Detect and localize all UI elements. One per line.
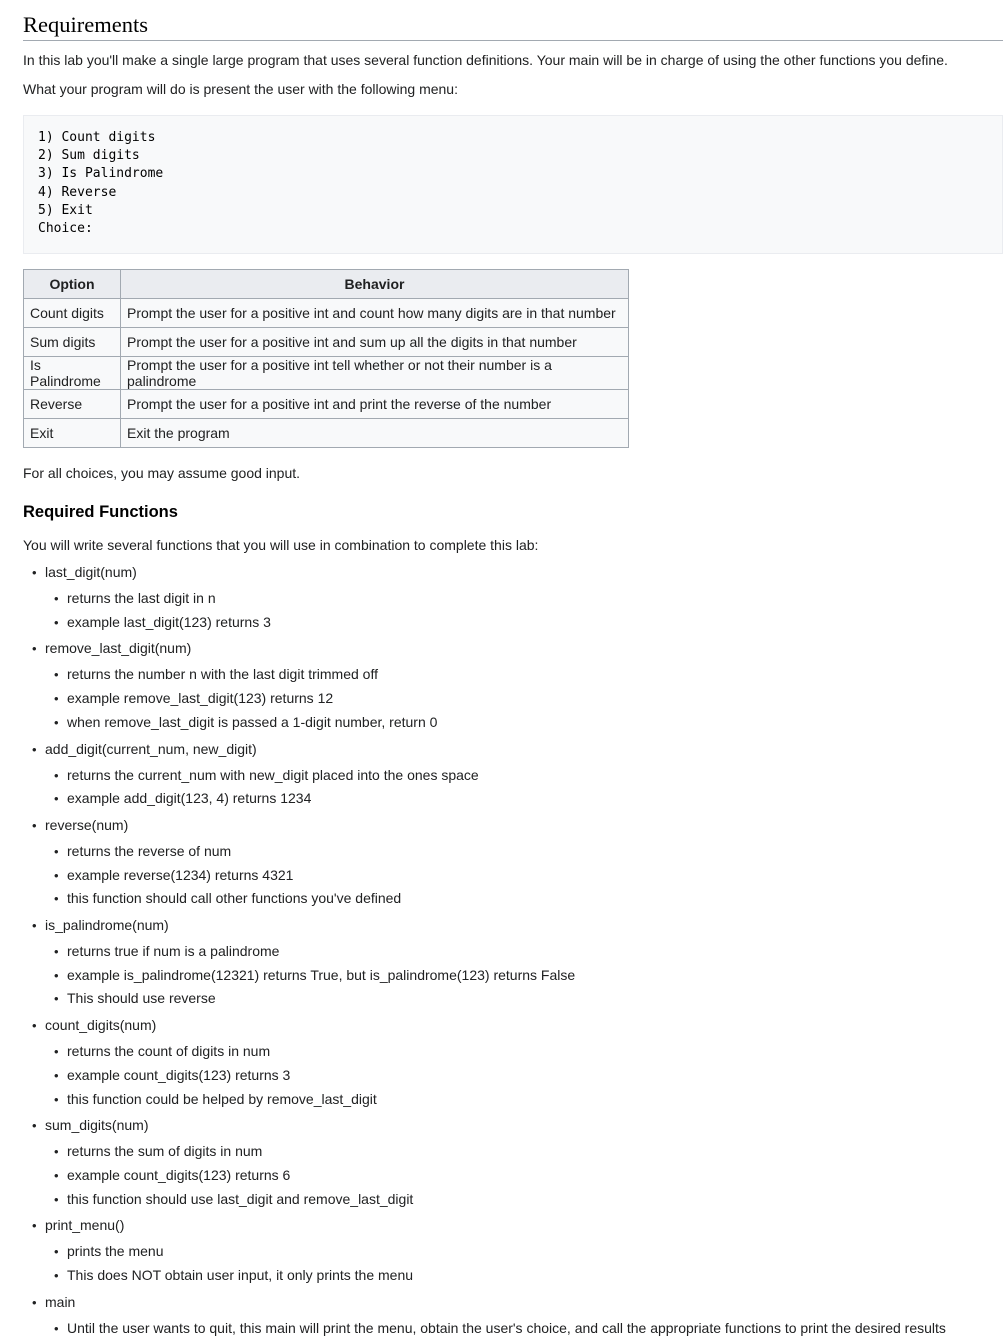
function-detail-item [54, 1240, 1003, 1264]
bullet-icon: • [54, 1191, 59, 1207]
function-detail-item [54, 1188, 1003, 1212]
function-detail-text: this function should use last_digit and remove_last_digit [67, 1190, 414, 1207]
function-detail-text: prints the menu [67, 1243, 164, 1260]
function-detail-item [54, 1088, 1003, 1112]
menu-code-block: 1) Count digits 2) Sum digits 3) Is Palindrome 4) Reverse 5) Exit Choice: [23, 115, 1003, 254]
behavior-cell: Exit the program [121, 419, 629, 448]
function-name: reverse(num) [45, 816, 129, 833]
bullet-icon: • [32, 817, 37, 833]
function-name: add_digit(current_num, new_digit) [45, 740, 257, 757]
table-row [24, 357, 629, 390]
function-detail-item [54, 1040, 1003, 1064]
menu-intro-paragraph: What your program will do is present the user with the following menu: [23, 81, 458, 97]
function-detail-item [54, 1317, 1003, 1341]
function-detail-item [54, 1164, 1003, 1188]
function-detail-item [54, 587, 1003, 611]
function-detail-text: returns the current_num with new_digit placed into the ones space [67, 766, 479, 783]
function-detail-item [54, 611, 1003, 635]
function-detail-item [54, 964, 1003, 988]
table-row [24, 328, 629, 357]
column-header-option: Option [24, 270, 121, 299]
function-detail-item [54, 764, 1003, 788]
function-detail-text: returns the sum of digits in num [67, 1143, 263, 1160]
function-name: remove_last_digit(num) [45, 640, 192, 657]
option-cell: Reverse [24, 390, 121, 419]
bullet-icon: • [32, 641, 37, 657]
table-row [24, 299, 629, 328]
bullet-icon: • [54, 991, 59, 1007]
bullet-icon: • [32, 1294, 37, 1310]
bullet-icon: • [54, 691, 59, 707]
function-details-list [45, 587, 1003, 634]
function-detail-text: returns the last digit in n [67, 590, 216, 606]
function-detail-text: returns the number n with the last digit trimmed off [67, 666, 378, 683]
table-row [24, 419, 629, 448]
bullet-icon: • [54, 1268, 59, 1284]
required-functions-heading: Required Functions [23, 503, 178, 521]
function-name: sum_digits(num) [45, 1117, 149, 1134]
bullet-icon: • [32, 1118, 37, 1134]
function-detail-item [54, 940, 1003, 964]
bullet-icon: • [32, 741, 37, 757]
function-name: count_digits(num) [45, 1017, 157, 1034]
bullet-icon: • [54, 1167, 59, 1183]
bullet-icon: • [32, 918, 37, 934]
function-detail-item [54, 663, 1003, 687]
function-detail-text: This does NOT obtain user input, it only prints the menu [67, 1267, 414, 1284]
function-list-item [32, 1214, 1003, 1287]
function-detail-text: when remove_last_digit is passed a 1-digit number, return 0 [67, 713, 438, 730]
bullet-icon: • [54, 667, 59, 683]
function-detail-item [54, 787, 1003, 811]
option-cell: Sum digits [24, 328, 121, 357]
function-list-item [32, 1291, 1003, 1341]
behavior-cell: Prompt the user for a positive int and count how many digits are in that number [121, 299, 629, 328]
function-detail-item [54, 864, 1003, 888]
option-cell: Count digits [24, 299, 121, 328]
bullet-icon: • [54, 1320, 59, 1336]
bullet-icon: • [54, 944, 59, 960]
function-detail-item [54, 711, 1003, 735]
function-name: is_palindrome(num) [45, 917, 169, 934]
function-details-list [45, 663, 1003, 734]
function-detail-item [54, 1264, 1003, 1288]
function-list-item [32, 1014, 1003, 1111]
table-header-row [24, 270, 629, 299]
bullet-icon: • [54, 1144, 59, 1160]
section-title: Requirements [23, 0, 1003, 41]
function-details-list [45, 1140, 1003, 1211]
bullet-icon: • [54, 843, 59, 859]
options-table [23, 269, 629, 448]
bullet-icon: • [54, 891, 59, 907]
function-detail-text: example is_palindrome(12321) returns True, but is_palindrome(123) returns False [67, 966, 576, 983]
intro-paragraph: In this lab you'll make a single large program that uses several function definitions. Your main will be in charge of using the other functions you define. [23, 52, 948, 68]
function-list-item [32, 914, 1003, 1011]
function-list-item [32, 814, 1003, 911]
function-details-list [45, 940, 1003, 1011]
bullet-icon: • [54, 1044, 59, 1060]
function-detail-text: example count_digits(123) returns 6 [67, 1166, 291, 1183]
bullet-icon: • [54, 714, 59, 730]
assume-good-input-note: For all choices, you may assume good input. [23, 465, 301, 481]
function-detail-text: example add_digit(123, 4) returns 1234 [67, 790, 312, 807]
bullet-icon: • [54, 967, 59, 983]
function-detail-text: this function should call other functions you've defined [67, 890, 402, 907]
function-detail-text: This should use reverse [67, 990, 216, 1007]
function-detail-text: example count_digits(123) returns 3 [67, 1066, 291, 1083]
function-list-item [32, 561, 1003, 634]
function-detail-text: returns the reverse of num [67, 842, 232, 859]
function-detail-item [54, 987, 1003, 1011]
function-details-list [45, 764, 1003, 811]
function-list-item [32, 1114, 1003, 1211]
function-detail-text: example reverse(1234) returns 4321 [67, 866, 294, 883]
option-cell: Exit [24, 419, 121, 448]
behavior-cell: Prompt the user for a positive int and print the reverse of the number [121, 390, 629, 419]
function-detail-text: returns true if num is a palindrome [67, 943, 280, 960]
function-details-list [45, 840, 1003, 911]
function-detail-item [54, 1140, 1003, 1164]
function-detail-item [54, 840, 1003, 864]
function-details-list [45, 1040, 1003, 1111]
bullet-icon: • [54, 867, 59, 883]
behavior-cell: Prompt the user for a positive int tell whether or not their number is a palindrome [121, 357, 629, 390]
bullet-icon: • [54, 1244, 59, 1260]
bullet-icon: • [54, 767, 59, 783]
bullet-icon: • [54, 1091, 59, 1107]
functions-list [23, 561, 1003, 1340]
function-detail-text: Until the user wants to quit, this main will print the menu, obtain the user's choice, and call the appropriate functions to print the desired results [67, 1319, 946, 1336]
function-detail-item [54, 1064, 1003, 1088]
function-detail-item [54, 887, 1003, 911]
function-name: print_menu() [45, 1217, 125, 1234]
function-name: last_digit(num) [45, 564, 137, 580]
table-row [24, 390, 629, 419]
option-cell: Is Palindrome [24, 357, 121, 390]
bullet-icon: • [54, 1067, 59, 1083]
function-details-list [45, 1240, 1003, 1287]
bullet-icon: • [54, 791, 59, 807]
function-list-item [32, 637, 1003, 734]
bullet-icon: • [54, 614, 59, 630]
function-detail-text: this function could be helped by remove_last_digit [67, 1090, 377, 1107]
function-detail-text: returns the count of digits in num [67, 1043, 271, 1060]
function-detail-item [54, 687, 1003, 711]
function-name: main [45, 1293, 76, 1310]
behavior-cell: Prompt the user for a positive int and sum up all the digits in that number [121, 328, 629, 357]
bullet-icon: • [32, 1018, 37, 1034]
function-detail-text: example last_digit(123) returns 3 [67, 613, 271, 630]
bullet-icon: • [32, 565, 37, 580]
column-header-behavior: Behavior [121, 270, 629, 299]
page-content [23, 0, 1003, 1343]
function-detail-text: example remove_last_digit(123) returns 12 [67, 690, 334, 707]
function-list-item [32, 738, 1003, 811]
bullet-icon: • [54, 591, 59, 606]
bullet-icon: • [32, 1218, 37, 1234]
function-details-list [45, 1317, 1003, 1341]
required-functions-intro: You will write several functions that you will use in combination to complete this lab: [23, 537, 539, 553]
